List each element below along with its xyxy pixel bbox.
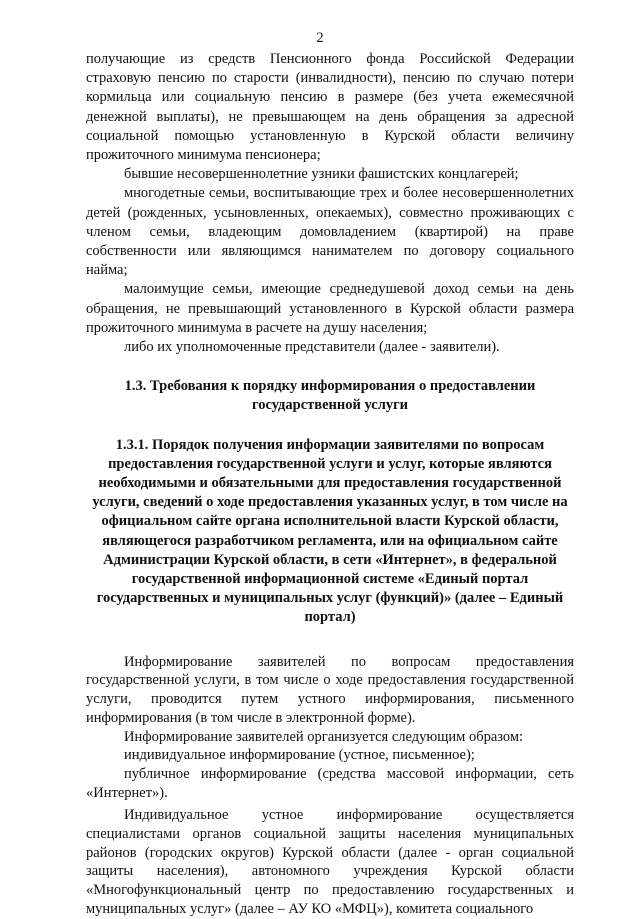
- paragraph: индивидуальное информирование (устное, письменное);: [124, 747, 475, 764]
- individual-informing: [86, 806, 574, 918]
- paragraph: получающие из средств Пенсионного фонда Российской Федерации страховую пенсию по старости (инвалидности), пенсию по случаю потери кормильца или социальную пенсию в размере (без учета ежемесячной денежной выплаты), не превышающем на день обращения за адресной социальной помощью установленную в Курской области величину прожиточного минимума пенсионера;: [86, 51, 574, 164]
- paragraph: малоимущие семьи, имеющие среднедушевой доход семьи на день обращения, не превышающий установленного в Курской области размера прожиточного минимума в расчете на душу населения;: [86, 281, 574, 336]
- recipient-categories: [86, 50, 574, 357]
- paragraph: бывшие несовершеннолетние узники фашистских концлагерей;: [124, 166, 519, 183]
- paragraph: либо их уполномоченные представители (далее - заявители).: [124, 339, 500, 356]
- paragraph: публичное информирование (средства массовой информации, сеть «Интернет»).: [86, 765, 574, 801]
- paragraph: Информирование заявителей организуется следующим образом:: [124, 728, 524, 745]
- page-number: 2: [316, 30, 324, 46]
- section-heading-1-3-1: 1.3.1. Порядок получения информации заявителями по вопросам предоставления государственной услуги и услуг, которые являются необходимыми и обязательными для предоставления государственной услуги, сведений о ходе предоставления указанных услуг, в том числе на официальном сайте органа исполнительной власти Курской области, являющегося разработчиком регламента, или на официальном сайте Администрации Курской области, в сети «Интернет», в федеральной государственной информационной системе «Единый портал государственных и муниципальных услуг (функций)» (далее – Единый портал): [92, 436, 568, 626]
- paragraph: Индивидуальное устное информирование осуществляется специалистами органов социальной защиты населения муниципальных районов (городских округов) Курской области (далее - орган социальной защиты населения), автономного учреждения Курской области «Многофункциональный центр по предоставлению государственных и муниципальных услуг» (далее – АУ КО «МФЦ»), комитета социального: [86, 807, 574, 917]
- paragraph: Информирование заявителей по вопросам предоставления государственной услуги, в том числе о ходе предоставления государственной услуги, проводится путем устного информирования, письменного информирования (в том числе в электронной форме).: [86, 653, 574, 726]
- section-heading-1-3: 1.3. Требования к порядку информирования о предоставлении государственной услуги: [124, 378, 536, 414]
- informing-paragraphs: [86, 653, 574, 803]
- paragraph: многодетные семьи, воспитывающие трех и более несовершеннолетних детей (рожденных, усыновленных, опекаемых), совместно проживающих с членом семьи, владеющим домовладением (квартирой) на праве собственности или являющимся нанимателем по договору социального найма;: [86, 185, 574, 279]
- document-content: [86, 50, 574, 919]
